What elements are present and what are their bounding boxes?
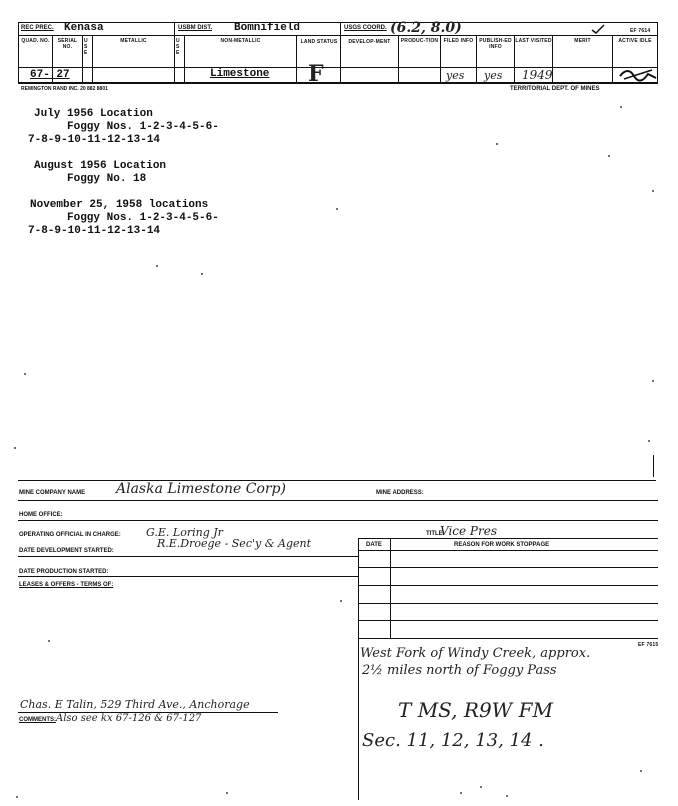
non-metallic-header: NON-METALLIC <box>220 38 261 44</box>
address-line: Chas. E Talin, 529 Third Ave., Anchorage <box>20 698 250 711</box>
operating-official-label: OPERATING OFFICIAL IN CHARGE: <box>19 532 121 538</box>
usbm-dist-label: USBM DIST. <box>178 25 213 31</box>
corner-code: EF 7614 <box>630 28 651 34</box>
development-header: DEVELOP-MENT <box>348 39 391 45</box>
use-left-header: U S E <box>84 38 88 56</box>
note-line: July 1956 Location <box>34 108 153 120</box>
printer-line: REMINGTON RAND INC. 20 882 8801 <box>21 86 108 92</box>
operating-official-value: G.E. Loring Jr <box>146 526 223 539</box>
township-range: T MS, R9W FM <box>398 698 553 722</box>
usgs-coord-label: USGS COORD. <box>344 25 387 31</box>
land-status-value: F <box>308 61 324 87</box>
note-line: 7-8-9-10-11-12-13-14 <box>28 134 161 146</box>
quad-no-header: QUAD. NO. <box>21 38 50 44</box>
leases-label: LEASES & OFFERS - TERMS OF: <box>19 582 114 588</box>
non-metallic-value: Limestone <box>210 68 270 80</box>
mine-address-label: MINE ADDRESS: <box>376 490 424 496</box>
published-info-header: PUBLISH-ED INFO <box>479 38 512 50</box>
mine-company-value: Alaska Limestone Corp) <box>116 481 286 497</box>
rec-prec-value: Kenasa <box>64 22 104 34</box>
stoppage-code: EF 7615 <box>638 642 659 648</box>
home-office-label: HOME OFFICE: <box>19 512 63 518</box>
note-line: August 1956 Location <box>34 160 167 172</box>
use-right-header: U S E <box>176 38 180 56</box>
location-description-1: West Fork of Windy Creek, approx. <box>360 646 591 661</box>
note-line <box>34 186 219 199</box>
mine-company-label: MINE COMPANY NAME <box>19 490 86 496</box>
comments-value: Also see kx 67-126 & 67-127 <box>56 713 202 724</box>
title-value: Vice Pres <box>440 524 497 538</box>
serial-no-header: SERIAL NO. <box>57 38 78 50</box>
published-info-value: yes <box>484 69 503 82</box>
usgs-coord-value: (6.2, 8.0) <box>390 20 462 36</box>
note-line: 7-8-9-10-11-12-13-14 <box>28 225 161 237</box>
comments-label: COMMENTS: <box>19 717 56 723</box>
date-development-label: DATE DEVELOPMENT STARTED: <box>19 548 114 554</box>
last-visited-value: 1949 <box>522 68 553 82</box>
filed-info-header: FILED INFO <box>443 38 474 44</box>
filed-info-value: yes <box>446 69 465 82</box>
location-description-2: 2½ miles north of Foggy Pass <box>362 663 557 678</box>
note-line: Foggy No. 18 <box>34 173 147 185</box>
land-status-header: LAND STATUS <box>300 39 338 45</box>
last-visited-header: LAST VISITED <box>515 38 552 44</box>
active-idle-header: ACTIVE IDLE <box>618 38 652 44</box>
metallic-header: METALLIC <box>120 38 147 44</box>
scribble-mark-icon <box>618 64 658 82</box>
territorial-dept: TERRITORIAL DEPT. OF MINES <box>510 86 600 92</box>
date-production-label: DATE PRODUCTION STARTED: <box>19 569 109 575</box>
production-header: PRODUC-TION <box>400 38 439 44</box>
check-mark-icon <box>590 24 606 34</box>
location-notes <box>28 108 219 238</box>
date-header: DATE <box>366 542 382 548</box>
note-line <box>34 147 219 160</box>
note-line: November 25, 1958 locations <box>30 199 209 211</box>
note-line: Foggy Nos. 1-2-3-4-5-6- <box>34 121 219 133</box>
quad-serial-value: 67- 27 <box>30 69 70 81</box>
agent-value: R.E.Droege - Sec'y & Agent <box>157 537 312 550</box>
rec-prec-label: REC PREC. <box>21 25 54 31</box>
merit-header: MERIT <box>574 38 591 44</box>
note-line: Foggy Nos. 1-2-3-4-5-6- <box>34 212 219 224</box>
reason-header: REASON FOR WORK STOPPAGE <box>454 542 550 548</box>
title-label: TITLE: <box>426 531 445 537</box>
sections: Sec. 11, 12, 13, 14 . <box>362 730 544 751</box>
usbm-dist-value: Bomnifield <box>234 22 301 34</box>
